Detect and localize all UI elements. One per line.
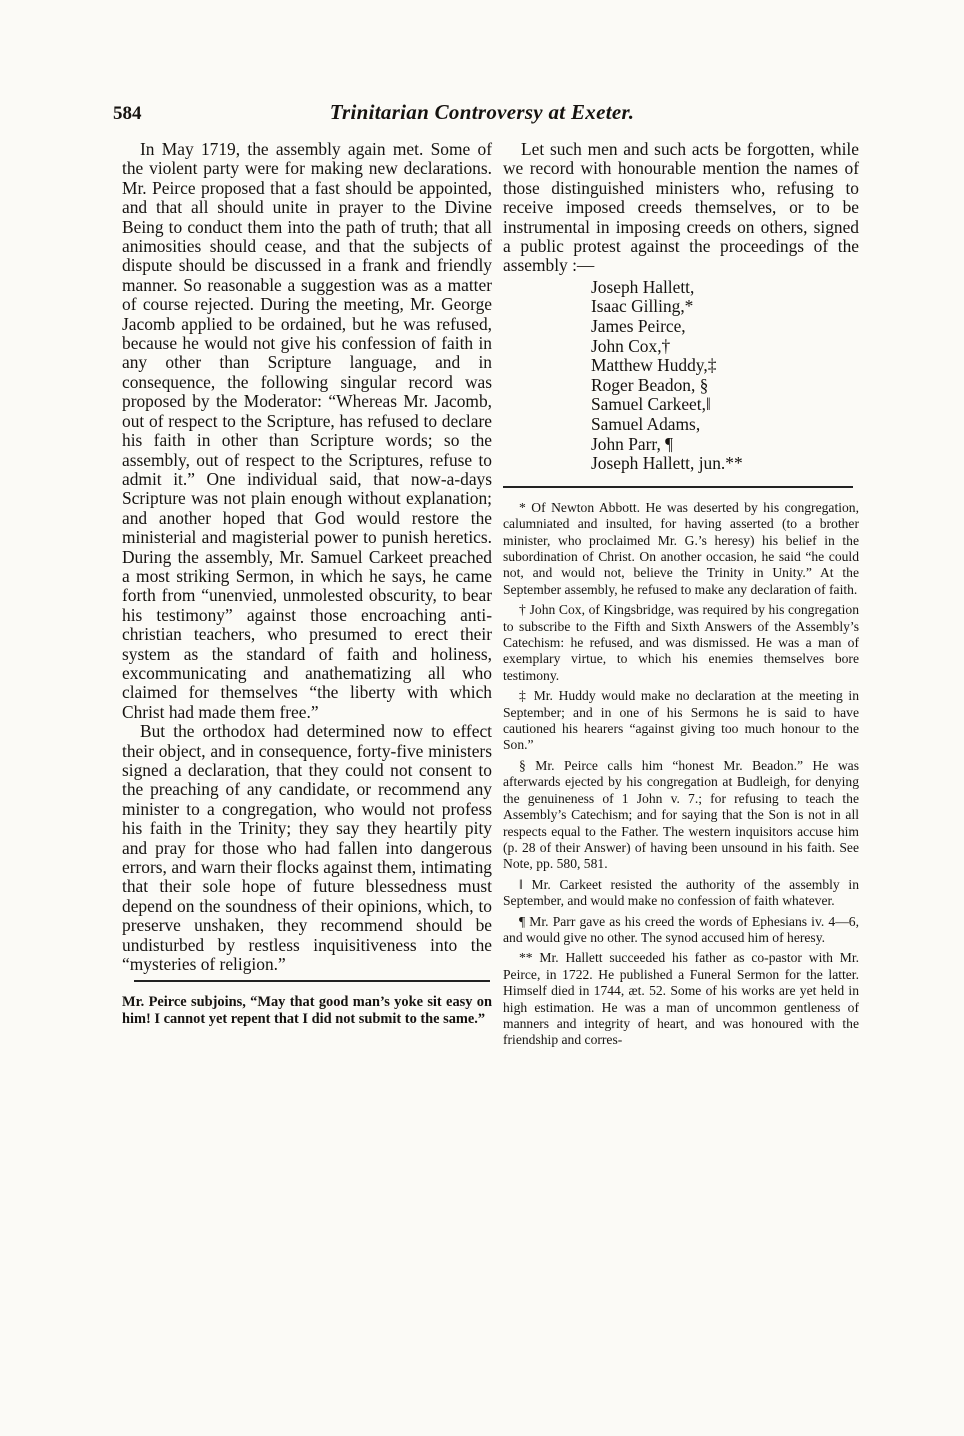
signers-list — [591, 278, 859, 474]
signer-name: Samuel Adams, — [591, 414, 701, 434]
footnote-peirce-subjoins: Mr. Peirce subjoins, “May that good man’s yoke sit easy on him! I cannot yet repent that I did not submit to the same.” — [122, 994, 492, 1028]
paragraph-protest-intro: Let such men and such acts be forgotten, while we record with honourable mention the names of those distinguished ministers who, refusing to receive imposed creeds themselves, or to be instrumental in imposing creeds on others, signed a public protest against the proceedings of the assembly :— — [503, 139, 859, 276]
footnote-gilling: * Of Newton Abbott. He was deserted by his congregation, calumniated and insulted, for having asserted (to a brother minister, who proclaimed Mr. G.’s heresy) his belief in the subordination of Christ. On another occasion, he said “he could not, and would not, believe the Trinity in Unity.” At the September assembly, he refused to make any declaration of faith. — [503, 499, 859, 597]
left-column — [122, 140, 492, 1028]
signer-name: Samuel Carkeet,‖ — [591, 394, 711, 415]
footnote-hallett-jun: ** Mr. Hallett succeeded his father as co-pastor with Mr. Peirce, in 1722. He published a Funeral Sermon for the latter. Himself died in 1744, æt. 52. Some of his works are yet held in high estimation. He was a man of uncommon gentleness of manners and integrity of heart, and was honoured with the friendship and corres- — [503, 950, 859, 1048]
footnote-carkeet: ‖ Mr. Carkeet resisted the authority of the assembly in September, and would make no confession of faith whatever. — [503, 876, 859, 909]
footnote-divider — [503, 486, 853, 488]
footnote-cox: † John Cox, of Kingsbridge, was required by his congregation to subscribe to the Fifth and Sixth Answers of the Assembly’s Catechism: he refused, and was dismissed. He was a man of exemplary virtue, to which his enemies themselves bore testimony. — [503, 602, 859, 683]
signer-name: Roger Beadon, § — [591, 374, 709, 395]
signer-name: Matthew Huddy,‡ — [591, 355, 717, 376]
signer-name: Joseph Hallett, jun.** — [591, 453, 743, 474]
paragraph-assembly-1719: In May 1719, the assembly again met. Some of the violent party were for making new declarations. Mr. Peirce proposed that a fast should be appointed, and that all should unite in prayer to the Divine Being to conduct them into the path of truth; that all animosities should cease, and that the subjects of dispute should be discussed in a frank and friendly manner. So reasonable a suggestion was as a matter of course rejected. During the meeting, Mr. George Jacomb applied to be ordained, but he was refused, because he would not give his confession of faith in any other than Scripture language, and in consequence, the following singular record was proposed by the Moderator: “Whereas Mr. Jacomb, out of respect to the Scripture, has refused to declare his faith in other than Scripture words; so the assembly, out of respect to the Scriptures, refuse to admit it.” One individual said, that now-a-days Scripture was not plain enough without explanation; and another hoped that God would restore the ministerial and magisterial power to punish heretics. During the assembly, Mr. Samuel Carkeet preached a most striking Sermon, in which he says, he came forth from “unenvied, unmolested obscurity, to bear his testimony” against those encroaching anti-christian teachers, who presumed to erect their system as the standard of faith and holiness, excommunicating and anathematizing all who claimed for themselves “the liberty with which Christ had made them free.” — [122, 139, 492, 722]
footnote-parr: ¶ Mr. Parr gave as his creed the words of Ephesians iv. 4—6, and would give no other. The synod accused him of heresy. — [503, 913, 859, 945]
right-column — [503, 140, 859, 1053]
page-number: 584 — [113, 103, 142, 124]
footnote-huddy: ‡ Mr. Huddy would make no declaration at the meeting in September; and in one of his Sermons he is said to have cautioned his hearers “against giving too much honour to the Son.” — [503, 688, 859, 753]
signer-name: James Peirce, — [591, 316, 686, 337]
footnote-divider — [134, 980, 490, 982]
signer-name: Isaac Gilling,* — [591, 296, 694, 317]
paragraph-orthodox-declaration: But the orthodox had determined now to effect their object, and in consequence, forty-five ministers signed a declaration, that they could not consent to the preaching of any candidate, or recommend any minister to a congregation, who would not profess his faith in the Trinity; they say they heartily pity and pray for those who had fallen into dangerous errors, and warn their flocks against them, intimating that their sole hope of future blessedness must depend on the soundness of their opinions, which, to preserve unshaken, they recommend should be undisturbed by restless inquisitiveness into the “mysteries of religion.” — [122, 721, 492, 975]
signer-name: John Parr, ¶ — [591, 433, 674, 454]
signer-name: John Cox,† — [591, 335, 671, 356]
running-title: Trinitarian Controversy at Exeter. — [329, 100, 635, 124]
signer-name: Joseph Hallett, — [591, 276, 695, 297]
footnote-beadon: § Mr. Peirce calls him “honest Mr. Beadon.” He was afterwards ejected by his congregation at Budleigh, for denying the genuineness of 1 John v. 7.; for refusing to teach the Assembly’s Catechism; and for saying that the Son is not in all respects equal to the Father. The western inquisitors accuse him (p. 28 of their Answer) of having been unsound in his faith. See Note, pp. 580, 581. — [503, 757, 859, 872]
